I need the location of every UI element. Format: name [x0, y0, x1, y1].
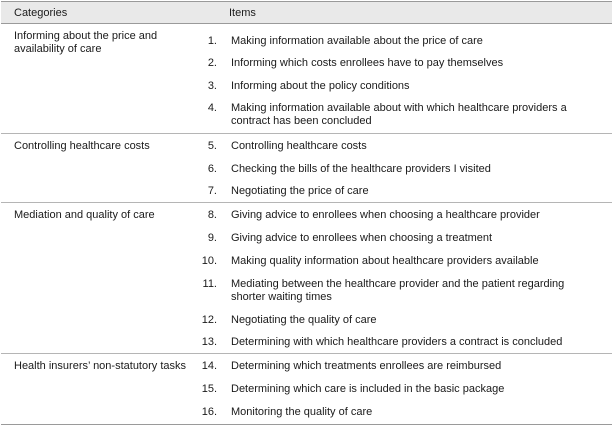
category-label: Mediation and quality of care: [14, 209, 155, 221]
item-number: 14.: [201, 360, 217, 372]
category-label: Health insurers’ non-statutory tasks: [14, 360, 186, 372]
item-number: 12.: [201, 314, 217, 326]
item-number: 5.: [207, 140, 217, 152]
item-text: Giving advice to enrollees when choosing a healthcare provider: [231, 209, 540, 221]
item-text: Checking the bills of the healthcare providers I visited: [231, 163, 491, 175]
item-number: 2.: [207, 57, 217, 69]
item-number: 13.: [201, 336, 217, 348]
category-group-mediation-quality: [1, 203, 612, 354]
item-text: Determining which care is included in the basic package: [231, 383, 505, 395]
header-categories: Categories: [14, 7, 68, 19]
table-header: [1, 2, 612, 24]
item-number: 7.: [207, 185, 217, 197]
item-number: 9.: [207, 232, 217, 244]
item-text: Mediating between the healthcare provider and the patient regarding shorter waiting times: [231, 278, 565, 303]
item-text: Informing about the policy conditions: [231, 80, 410, 92]
item-number: 11.: [202, 278, 217, 290]
item-text: Making quality information about healthcare providers available: [231, 255, 539, 267]
item-text: Controlling healthcare costs: [231, 140, 367, 152]
item-text: Negotiating the quality of care: [231, 314, 377, 326]
item-text: Informing which costs enrollees have to pay themselves: [231, 57, 504, 69]
item-text: Monitoring the quality of care: [231, 406, 373, 418]
category-group-non-statutory: [1, 354, 612, 424]
item-text: Negotiating the price of care: [231, 185, 369, 197]
category-label: Informing about the price and availability of care: [14, 30, 158, 55]
item-number: 16.: [201, 406, 217, 418]
item-text: Making information available about the price of care: [231, 35, 483, 47]
item-text: Giving advice to enrollees when choosing a treatment: [231, 232, 493, 244]
item-number: 4.: [207, 102, 217, 114]
item-number: 10.: [201, 255, 217, 267]
item-number: 15.: [201, 383, 217, 395]
item-number: 8.: [207, 209, 217, 221]
header-items: Items: [229, 7, 256, 19]
item-text: Making information available about with which healthcare providers a contract has been concluded: [231, 102, 567, 127]
category-group-costs: [1, 134, 612, 203]
category-group-price-availability: [1, 24, 612, 134]
category-label: Controlling healthcare costs: [14, 140, 150, 152]
item-text: Determining which treatments enrollees are reimbursed: [231, 360, 502, 372]
item-text: Determining with which healthcare providers a contract is concluded: [231, 336, 563, 348]
item-number: 6.: [207, 163, 217, 175]
item-number: 3.: [207, 80, 217, 92]
categories-items-table: [1, 1, 612, 425]
item-number: 1.: [207, 35, 217, 47]
